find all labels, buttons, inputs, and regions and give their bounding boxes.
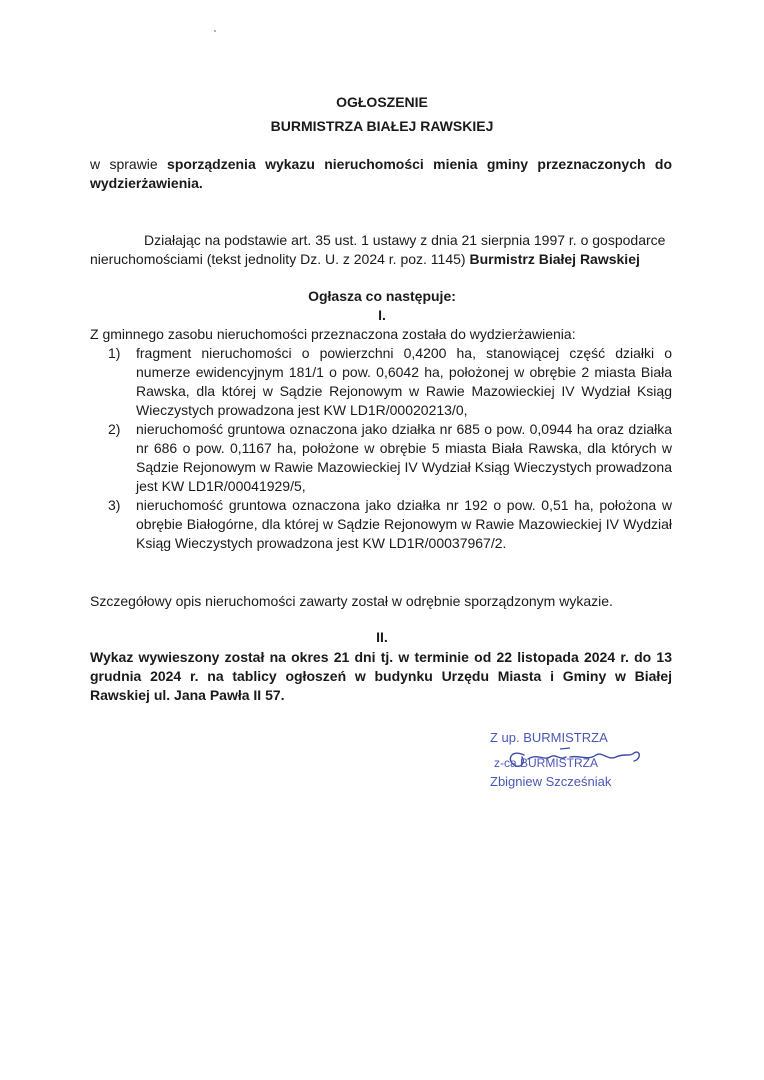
list-item-number: 1) xyxy=(108,345,121,361)
details-note: Szczegółowy opis nieruchomości zawarty został w odrębnie sporządzonym wykazie. xyxy=(90,593,613,609)
subject-prefix: w sprawie xyxy=(90,156,168,172)
list-item xyxy=(108,420,672,496)
subject-paragraph xyxy=(90,155,672,193)
stamp-line-1: Z up. BURMISTRZA xyxy=(490,730,608,745)
legal-basis-authority: Burmistrz Białej Rawskiej xyxy=(469,251,640,267)
scan-speck xyxy=(214,30,216,32)
stamp-line-3: Zbigniew Szcześniak xyxy=(490,774,612,789)
list-item-number: 3) xyxy=(108,497,121,513)
announcement-heading: Ogłasza co następuje: xyxy=(308,288,456,304)
list-item-text: nieruchomość gruntowa oznaczona jako działka nr 192 o pow. 0,51 ha, położona w obrębie Białogórne, dla której w Sądzie Rejonowym w Rawie Mazowieckiej IV Wydział Ksiąg Wieczystych prowadzona jest KW LD1R/00037967/2. xyxy=(136,497,672,551)
signature-stamp xyxy=(484,727,654,797)
section-2-numeral: II. xyxy=(376,629,388,645)
section-1-lead: Z gminnego zasobu nieruchomości przeznaczona została do wydzierżawienia: xyxy=(90,326,576,342)
list-item-text: nieruchomość gruntowa oznaczona jako działka nr 685 o pow. 0,0944 ha oraz działka nr 686 o pow. 0,1167 ha, położone w obrębie 5 miasta Biała Rawska, dla których w Sądzie Rejonowym w Rawie Mazowieckiej IV Wydział Ksiąg Wieczystych prowadzona jest KW LD1R/00041929/5, xyxy=(136,421,672,494)
subject-bold: sporządzenia wykazu nieruchomości mienia gminy przeznaczonych do wydzierżawienia. xyxy=(90,156,672,191)
legal-basis-paragraph xyxy=(90,231,672,269)
property-list xyxy=(108,344,672,553)
stamp-line-2: z-ca BURMISTRZA xyxy=(494,756,599,770)
posting-period-paragraph: Wykaz wywieszony został na okres 21 dni tj. w terminie od 22 listopada 2024 r. do 13 grudnia 2024 r. na tablicy ogłoszeń w budynku Urzędu Miasta i Gminy w Białej Rawskiej ul. Jana Pawła II 57. xyxy=(90,649,672,703)
document-title: OGŁOSZENIE xyxy=(336,94,428,110)
document-issuer: BURMISTRZA BIAŁEJ RAWSKIEJ xyxy=(270,118,494,134)
list-item xyxy=(108,496,672,553)
list-item-number: 2) xyxy=(108,421,121,437)
list-item xyxy=(108,344,672,420)
legal-basis-text: Działając na podstawie art. 35 ust. 1 ustawy z dnia 21 sierpnia 1997 r. o gospodarce nieruchomościami (tekst jednolity Dz. U. z 2024 r. poz. 1145) xyxy=(90,232,666,267)
section-1-numeral: I. xyxy=(378,307,386,323)
list-item-text: fragment nieruchomości o powierzchni 0,4200 ha, stanowiącej część działki o numerze ewidencyjnym 181/1 o pow. 0,6042 ha, położonej w obrębie 2 miasta Biała Rawska, dla której w Sądzie Rejonowym w Rawie Mazowieckiej IV Wydział Ksiąg Wieczystych prowadzona jest KW LD1R/00020213/0, xyxy=(136,345,672,418)
